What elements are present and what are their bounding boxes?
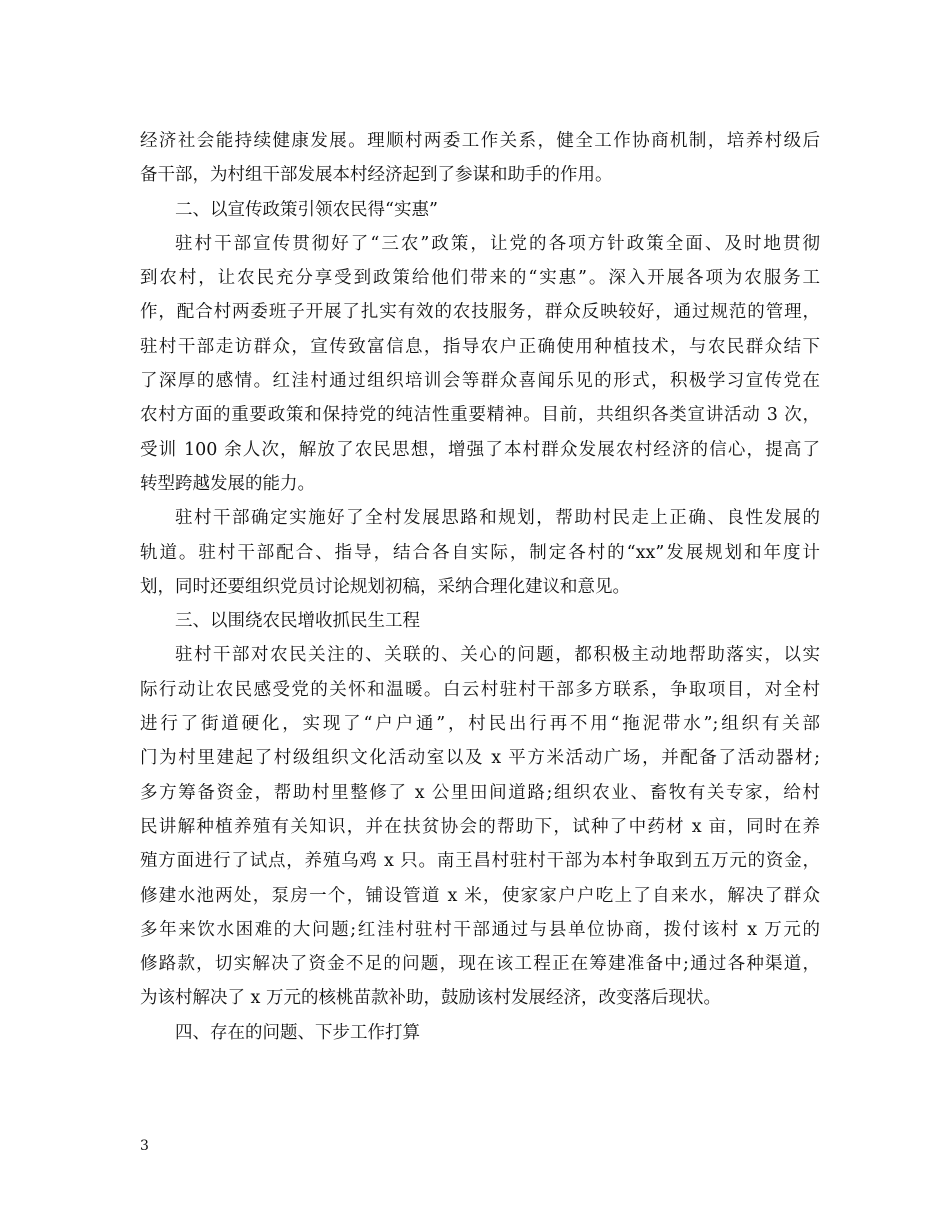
text-line: 农村方面的重要政策和保持党的纯洁性重要精神。目前，共组织各类宣讲活动 3 次， (140, 405, 820, 426)
text-line: 修路款，切实解决了资金不足的问题，现在该工程正在筹建准备中;通过各种渠道， (140, 954, 820, 975)
text-line: 驻村干部走访群众，宣传致富信息，指导农户正确使用种植技术，与农民群众结下 (140, 336, 820, 357)
text-line: 二、以宣传政策引领农民得“实惠” (175, 199, 438, 220)
text-line: 轨道。驻村干部配合、指导，结合各自实际，制定各村的“xx”发展规划和年度计 (140, 542, 820, 563)
document-body (140, 124, 820, 1050)
text-line: 到农村，让农民充分享受到政策给他们带来的“实惠”。深入开展各项为农服务工 (140, 268, 820, 289)
text-line: 划，同时还要组织党员讨论规划初稿，采纳合理化建议和意见。 (140, 576, 630, 597)
text-line: 四、存在的问题、下步工作打算 (175, 1022, 420, 1043)
text-line: 备干部，为村组干部发展本村经济起到了参谋和助手的作用。 (140, 165, 613, 186)
text-line: 受训 100 余人次，解放了农民思想，增强了本村群众发展农村经济的信心，提高了 (140, 439, 820, 460)
text-line: 门为村里建起了村级组织文化活动室以及 x 平方米活动广场，并配备了活动器材; (140, 748, 820, 769)
text-line: 三、以围绕农民增收抓民生工程 (175, 611, 420, 632)
text-line: 际行动让农民感受党的关怀和温暖。白云村驻村干部多方联系，争取项目，对全村 (140, 679, 820, 700)
text-line: 经济社会能持续健康发展。理顺村两委工作关系，健全工作协商机制，培养村级后 (140, 131, 820, 151)
text-line: 驻村干部对农民关注的、关联的、关心的问题，都积极主动地帮助落实，以实 (175, 645, 820, 666)
text-line: 多年来饮水困难的大问题;红洼村驻村干部通过与县单位协商，拨付该村 x 万元的 (140, 919, 820, 940)
page-number: 3 (140, 1138, 149, 1154)
text-line: 多方筹备资金，帮助村里整修了 x 公里田间道路;组织农业、畜牧有关专家，给村 (140, 782, 820, 803)
text-line: 驻村干部宣传贯彻好了“三农”政策，让党的各项方针政策全面、及时地贯彻 (175, 233, 820, 254)
text-line: 进行了街道硬化，实现了“户户通”，村民出行再不用“拖泥带水”;组织有关部 (140, 714, 820, 735)
text-line: 转型跨越发展的能力。 (140, 473, 315, 494)
text-line: 修建水池两处，泵房一个，铺设管道 x 米，使家家户户吃上了自来水，解决了群众 (140, 885, 820, 906)
text-line: 了深厚的感情。红洼村通过组织培训会等群众喜闻乐见的形式，积极学习宣传党在 (140, 371, 820, 392)
text-line: 为该村解决了 x 万元的核桃苗款补助，鼓励该村发展经济，改变落后现状。 (140, 988, 721, 1009)
text-line: 民讲解种植养殖有关知识，并在扶贫协会的帮助下，试种了中药材 x 亩，同时在养 (140, 816, 820, 837)
text-line: 作，配合村两委班子开展了扎实有效的农技服务，群众反映较好，通过规范的管理， (140, 302, 820, 323)
text-line: 驻村干部确定实施好了全村发展思路和规划，帮助村民走上正确、良性发展的 (175, 508, 820, 529)
text-line: 殖方面进行了试点，养殖乌鸡 x 只。南王昌村驻村干部为本村争取到五万元的资金， (140, 851, 820, 872)
